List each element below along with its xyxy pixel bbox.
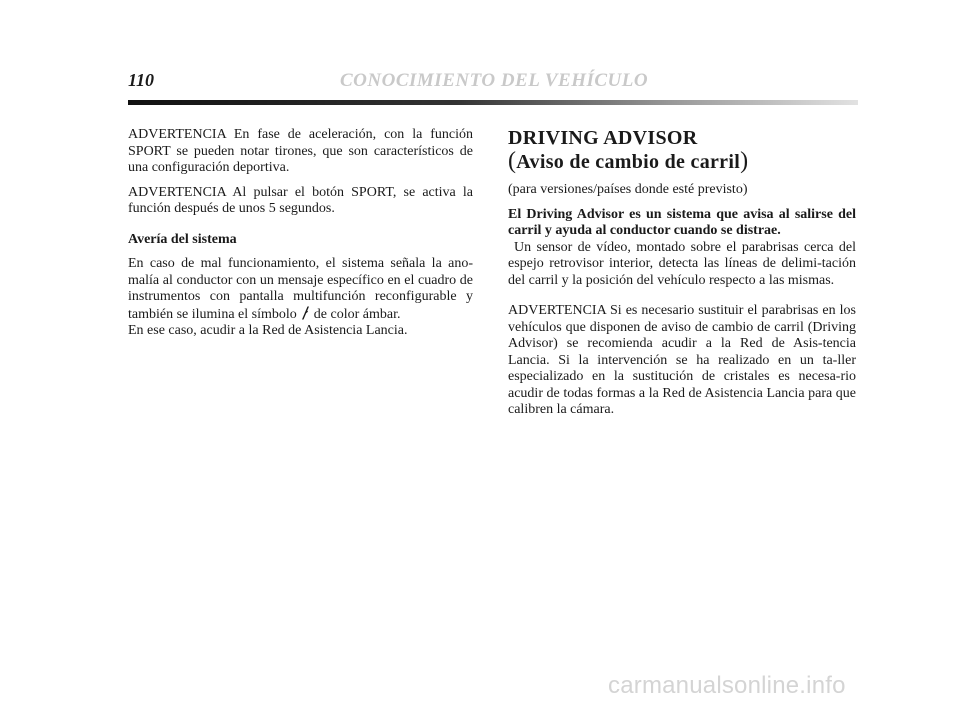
left-column — [128, 127, 473, 340]
sport-button-warning: ADVERTENCIA Al pulsar el botón SPORT, se activa la función después de unos 5 segundos. — [128, 184, 473, 216]
failure-text-start: En caso de mal funcionamiento, el sistema señala la ano-malía al conductor con un mensaje específico en el cuadro de instrumentos con pantalla multifunción reconfigurable y también se ilumina el símbolo — [128, 256, 473, 322]
right-column — [508, 127, 856, 419]
watermark-link[interactable]: carmanualsonline.info — [608, 672, 846, 699]
sport-acceleration-warning: ADVERTENCIA En fase de aceleración, con la función SPORT se pueden notar tirones, que son característicos de una configuración deportiva. — [128, 127, 473, 175]
windscreen-warning: ADVERTENCIA Si es necesario sustituir el parabrisas en los vehículos que disponen de aviso de cambio de carril (Driving Advisor) se recomienda acudir a la Red de Asis-tencia Lancia. Si la intervención se ha realizado en un ta-ller especializado en la sustitución de cristales es necesa-rio acudir de todas formas a la Red de Asistencia Lancia para que calibren la cámara. — [508, 303, 856, 417]
section-title — [508, 127, 856, 174]
running-title: CONOCIMIENTO DEL VEHÍCULO — [340, 70, 649, 91]
lane-departure-warning-icon — [300, 306, 310, 320]
failure-text-end: de color ámbar. — [313, 306, 401, 322]
header-rule — [128, 100, 858, 105]
section-title-line-1: DRIVING ADVISOR — [508, 127, 698, 149]
availability-note: (para versiones/países donde esté previsto) — [508, 182, 748, 197]
page-number: 110 — [128, 70, 155, 90]
intro-bold-text: El Driving Advisor es un sistema que avisa al salirse del carril y ayuda al conductor cuando se distrae. — [508, 206, 856, 238]
driving-advisor-intro — [508, 207, 856, 290]
system-failure-heading: Avería del sistema — [128, 231, 237, 247]
assistance-paragraph: En ese caso, acudir a la Red de Asistencia Lancia. — [128, 323, 408, 338]
system-failure-paragraph — [128, 256, 473, 323]
intro-description: Un sensor de vídeo, montado sobre el parabrisas cerca del espejo retrovisor interior, detecta las líneas de delimi-tación del carril y la posición del vehículo respecto a las mismas. — [508, 239, 856, 288]
section-title-line-2: (Aviso de cambio de carril) — [508, 148, 749, 174]
